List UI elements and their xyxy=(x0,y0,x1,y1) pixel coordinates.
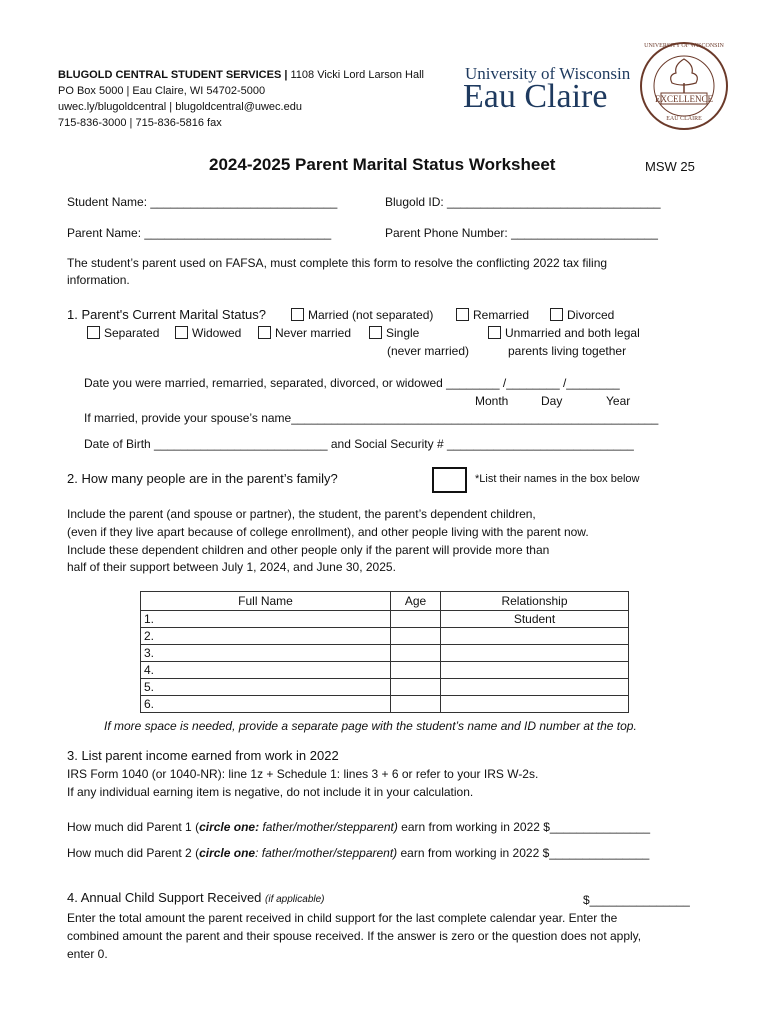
office-header xyxy=(58,69,424,81)
office-web-email: uwec.ly/blugoldcentral | blugoldcentral@uwec.edu xyxy=(58,101,302,113)
intro-text-line2: information. xyxy=(67,273,130,287)
option-divorced-label: Divorced xyxy=(567,308,615,322)
year-label: Year xyxy=(606,394,631,408)
university-seal-icon xyxy=(639,41,729,131)
seal-motto: EXCELLENCE xyxy=(655,94,713,104)
seal-top-text: UNIVERSITY OF WISCONSIN xyxy=(644,43,724,49)
checkbox-married[interactable] xyxy=(291,308,304,321)
q2-label: 2. How many people are in the parent’s family? xyxy=(67,471,338,486)
family-members-table xyxy=(140,591,629,713)
q4-line3: enter 0. xyxy=(67,947,108,961)
seal-bottom-text: EAU CLAIRE xyxy=(666,116,702,122)
q3-line1: IRS Form 1040 (or 1040-NR): line 1z + Schedule 1: lines 3 + 6 or refer to your IRS W-2s. xyxy=(67,767,539,781)
university-logo-line2: Eau Claire xyxy=(463,78,608,115)
row-age[interactable] xyxy=(391,611,441,628)
row-age[interactable] xyxy=(391,645,441,662)
q2-para-line2: (even if they live apart because of college enrollment), and other people living with the parent now. xyxy=(67,525,589,539)
month-label: Month xyxy=(475,394,509,408)
option-married-label: Married (not separated) xyxy=(308,308,434,322)
q3-line2: If any individual earning item is negative, do not include it in your calculation. xyxy=(67,785,474,799)
marital-date-field[interactable]: Date you were married, remarried, separated, divorced, or widowed ________ /________ /________ xyxy=(84,376,620,390)
parent2-prefix: How much did Parent 2 ( xyxy=(67,846,200,860)
option-separated-label: Separated xyxy=(104,326,160,340)
checkbox-unmarried[interactable] xyxy=(488,326,501,339)
table-row[interactable] xyxy=(141,611,629,628)
table-row[interactable] xyxy=(141,679,629,696)
col-age: Age xyxy=(391,592,441,611)
option-single[interactable] xyxy=(369,326,419,340)
row-relationship[interactable] xyxy=(441,679,629,696)
q2-para-line3: Include these dependent children and other people only if the parent will provide more than xyxy=(67,543,550,557)
office-phone: 715-836-3000 | 715-836-5816 fax xyxy=(58,117,222,129)
option-widowed[interactable] xyxy=(175,326,241,340)
table-row[interactable] xyxy=(141,645,629,662)
q2-para-line1: Include the parent (and spouse or partner), the student, the parent’s dependent children, xyxy=(67,507,536,521)
row-age[interactable] xyxy=(391,628,441,645)
spouse-name-field[interactable]: If married, provide your spouse’s name_______________________________________________________ xyxy=(84,411,659,425)
option-unmarried[interactable] xyxy=(488,326,640,340)
row-relationship[interactable] xyxy=(441,645,629,662)
row-age[interactable] xyxy=(391,679,441,696)
option-married[interactable] xyxy=(291,308,433,322)
q4-label-text: 4. Annual Child Support Received xyxy=(67,890,266,905)
row-relationship[interactable]: Student xyxy=(441,611,629,628)
option-never-married-label: Never married xyxy=(275,326,352,340)
row-relationship[interactable] xyxy=(441,696,629,713)
row-relationship[interactable] xyxy=(441,628,629,645)
table-row[interactable] xyxy=(141,628,629,645)
q2-para-line4: half of their support between July 1, 2024, and June 30, 2025. xyxy=(67,560,396,574)
checkbox-divorced[interactable] xyxy=(550,308,563,321)
parent2-options[interactable]: : father/mother/stepparent) xyxy=(255,846,398,860)
row-relationship[interactable] xyxy=(441,662,629,679)
parent-phone-field[interactable]: Parent Phone Number: ______________________ xyxy=(385,226,658,240)
student-name-field[interactable]: Student Name: ____________________________ xyxy=(67,195,338,209)
q4-applicable: (if applicable) xyxy=(265,894,325,905)
row-name[interactable]: 3. xyxy=(141,645,391,662)
q3-label: 3. List parent income earned from work in 2022 xyxy=(67,748,339,763)
page-title: 2024-2025 Parent Marital Status Worksheet xyxy=(209,155,556,174)
option-divorced[interactable] xyxy=(550,308,614,322)
row-name[interactable]: 4. xyxy=(141,662,391,679)
office-name: BLUGOLD CENTRAL STUDENT SERVICES | xyxy=(58,69,288,81)
table-header-row xyxy=(141,592,629,611)
row-age[interactable] xyxy=(391,662,441,679)
table-note: If more space is needed, provide a separate page with the student’s name and ID number at the top. xyxy=(104,719,637,733)
parent-name-field[interactable]: Parent Name: ____________________________ xyxy=(67,226,332,240)
checkbox-widowed[interactable] xyxy=(175,326,188,339)
checkbox-separated[interactable] xyxy=(87,326,100,339)
parent2-amount[interactable]: earn from working in 2022 $_______________ xyxy=(397,846,650,860)
option-remarried[interactable] xyxy=(456,308,529,322)
q1-label: 1. Parent's Current Marital Status? xyxy=(67,307,267,322)
parent1-amount[interactable]: earn from working in 2022 $_______________ xyxy=(397,820,651,834)
parent2-circle-one: circle one xyxy=(199,846,256,860)
parent2-income-field[interactable] xyxy=(67,846,649,860)
q4-label xyxy=(67,890,325,905)
form-code: MSW 25 xyxy=(645,159,695,174)
option-single-note: (never married) xyxy=(387,344,470,358)
dob-ssn-field[interactable]: Date of Birth __________________________ and Social Security # ____________________________ xyxy=(84,437,634,451)
parent1-options[interactable]: father/mother/stepparent) xyxy=(259,820,398,834)
checkbox-single[interactable] xyxy=(369,326,382,339)
table-row[interactable] xyxy=(141,662,629,679)
q4-line2: combined amount the parent and their spouse received. If the answer is zero or the question does not apply, xyxy=(67,929,642,943)
checkbox-never-married[interactable] xyxy=(258,326,271,339)
col-relationship: Relationship xyxy=(441,592,629,611)
table-row[interactable] xyxy=(141,696,629,713)
child-support-amount-field[interactable]: $_______________ xyxy=(583,893,690,907)
q2-note: *List their names in the box below xyxy=(475,473,640,485)
university-logo-line1: University of Wisconsin xyxy=(465,64,631,83)
option-never-married[interactable] xyxy=(258,326,351,340)
row-name[interactable]: 2. xyxy=(141,628,391,645)
parent1-circle-one: circle one: xyxy=(199,820,260,834)
row-name[interactable]: 6. xyxy=(141,696,391,713)
row-name[interactable]: 1. xyxy=(141,611,391,628)
option-separated[interactable] xyxy=(87,326,159,340)
option-unmarried-note: parents living together xyxy=(508,344,627,358)
row-name[interactable]: 5. xyxy=(141,679,391,696)
parent1-income-field[interactable] xyxy=(67,820,650,834)
family-count-box[interactable] xyxy=(432,467,467,493)
q4-line1: Enter the total amount the parent received in child support for the last complete calendar year. Enter the xyxy=(67,911,618,925)
row-age[interactable] xyxy=(391,696,441,713)
day-label: Day xyxy=(541,394,563,408)
option-single-label: Single xyxy=(386,326,420,340)
blugold-id-field[interactable]: Blugold ID: ________________________________ xyxy=(385,195,661,209)
intro-text-line1: The student’s parent used on FAFSA, must complete this form to resolve the conflicting 2022 tax filing xyxy=(67,256,608,270)
col-full-name: Full Name xyxy=(141,592,391,611)
office-address: 1108 Vicki Lord Larson Hall xyxy=(287,69,424,81)
checkbox-remarried[interactable] xyxy=(456,308,469,321)
option-widowed-label: Widowed xyxy=(192,326,242,340)
parent1-prefix: How much did Parent 1 ( xyxy=(67,820,200,834)
office-po-box: PO Box 5000 | Eau Claire, WI 54702-5000 xyxy=(58,85,266,97)
option-unmarried-label: Unmarried and both legal xyxy=(505,326,640,340)
option-remarried-label: Remarried xyxy=(473,308,530,322)
